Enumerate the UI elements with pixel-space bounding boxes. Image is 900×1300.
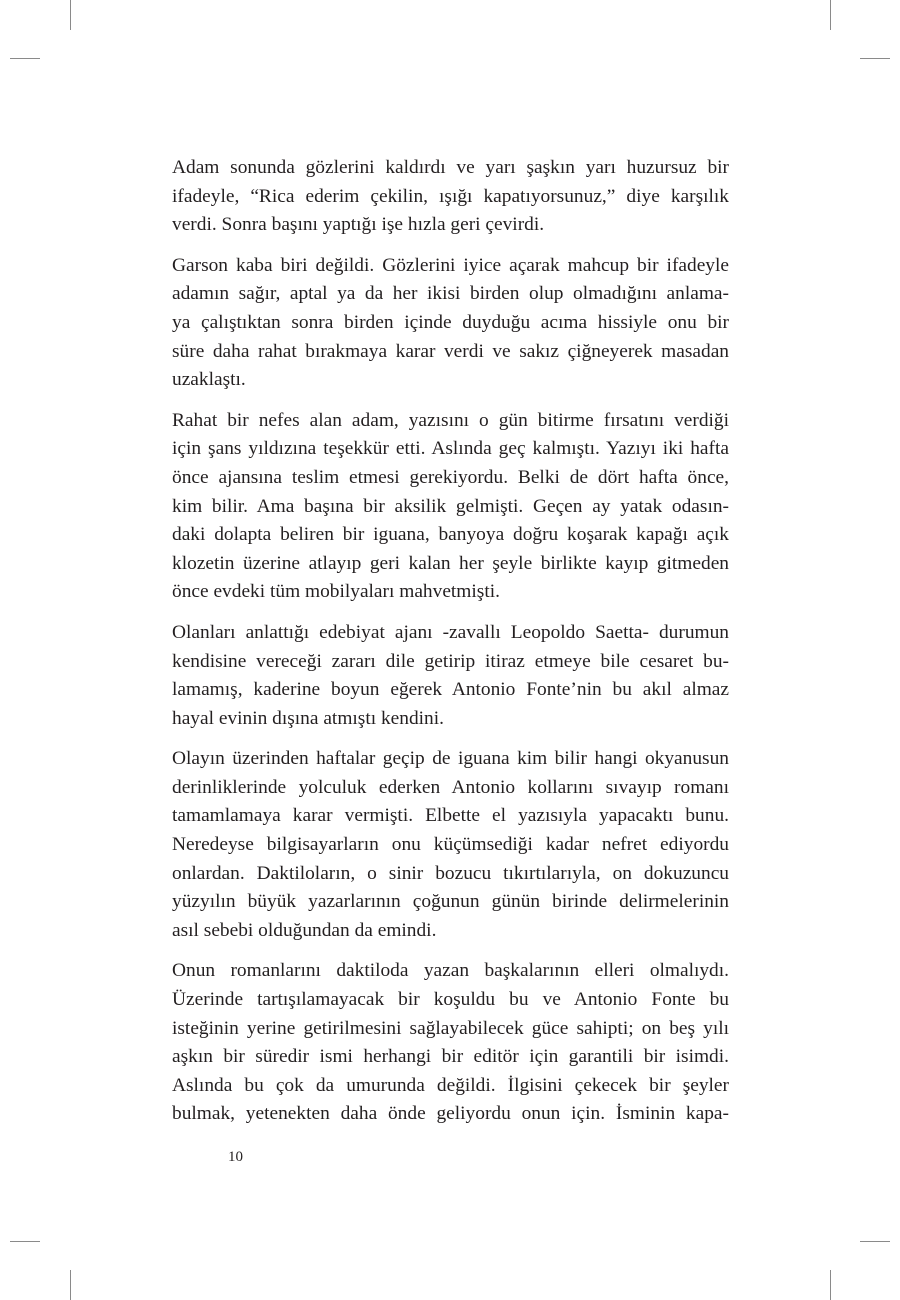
text-line: Üzerinde tartışılamayacak bir koşuldu bu ve Antonio Fonte bu (172, 989, 729, 1011)
paragraph (172, 619, 729, 733)
page-number: 10 (228, 1149, 243, 1165)
crop-mark-top-left-vertical (70, 0, 71, 30)
text-line: isteğinin yerine getirilmesini sağlayabilecek güce sahipti; on beş yılı (172, 1017, 729, 1039)
text-line: Adam sonunda gözlerini kaldırdı ve yarı şaşkın yarı huzursuz bir (172, 157, 729, 178)
text-line: uzaklaştı. (172, 369, 246, 391)
text-line: Rahat bir nefes alan adam, yazısını o gün bitirme fırsatını verdiği (172, 409, 729, 431)
crop-mark-bottom-left-vertical (70, 1270, 71, 1300)
text-line: kim bilir. Ama başına bir aksilik gelmişti. Geçen ay yatak odasın- (172, 495, 729, 517)
paragraph (172, 154, 729, 240)
text-line: adamın sağır, aptal ya da her ikisi birden olup olmadığını anlama- (172, 283, 729, 305)
text-line: kendisine vereceği zararı dile getirip itiraz etmeye bile cesaret bu- (172, 650, 729, 672)
body-text (172, 154, 729, 1141)
text-line: lamamış, kaderine boyun eğerek Antonio Fonte’nin bu akıl almaz (172, 679, 729, 701)
crop-mark-bottom-left-horizontal (10, 1241, 40, 1242)
text-line: Garson kaba biri değildi. Gözlerini iyice açarak mahcup bir ifadeyle (172, 254, 729, 276)
text-line: bulmak, yetenekten daha önde geliyordu onun için. İsminin kapa- (172, 1103, 729, 1125)
text-line: klozetin üzerine atlayıp geri kalan her şeyle birlikte kayıp gitmeden (172, 552, 729, 574)
text-line: yüzyılın büyük yazarlarının çoğunun günün birinde delirmelerinin (172, 891, 729, 913)
text-line: önce evdeki tüm mobilyaları mahvetmişti. (172, 581, 500, 603)
text-line: onlardan. Daktiloların, o sinir bozucu tıkırtılarıyla, on dokuzuncu (172, 862, 729, 884)
text-line: ifadeyle, “Rica ederim çekilin, ışığı kapatıyorsunuz,” diye karşılık (172, 185, 729, 207)
text-line: Olanları anlattığı edebiyat ajanı -zavallı Leopoldo Saetta- durumun (172, 621, 729, 643)
paragraph (172, 957, 729, 1129)
crop-mark-bottom-right-horizontal (860, 1241, 890, 1242)
text-line: hayal evinin dışına atmıştı kendini. (172, 707, 444, 729)
text-line: süre daha rahat bırakmaya karar verdi ve sakız çiğneyerek masadan (172, 340, 729, 362)
text-line: tamamlamaya karar vermişti. Elbette el yazısıyla yapacaktı bunu. (172, 805, 729, 827)
text-line: verdi. Sonra başını yaptığı işe hızla geri çevirdi. (172, 214, 545, 236)
text-line: Onun romanlarını daktiloda yazan başkalarının elleri olmalıydı. (172, 960, 729, 982)
text-line: derinliklerinde yolculuk ederken Antonio kollarını sıvayıp romanı (172, 776, 729, 798)
text-line: Aslında bu çok da umurunda değildi. İlgisini çekecek bir şeyler (172, 1074, 729, 1096)
crop-mark-bottom-right-vertical (830, 1270, 831, 1300)
text-line: Neredeyse bilgisayarların onu küçümsediği kadar nefret ediyordu (172, 834, 729, 856)
text-line: ya çalıştıktan sonra birden içinde duyduğu acıma hissiyle onu bir (172, 311, 729, 333)
crop-mark-top-right-horizontal (860, 58, 890, 59)
text-line: için şans yıldızına teşekkür etti. Aslında geç kalmıştı. Yazıyı iki hafta (172, 438, 729, 460)
paragraph (172, 745, 729, 945)
text-line: aşkın bir süredir ismi herhangi bir editör için garantili bir isimdi. (172, 1046, 729, 1068)
crop-mark-top-right-vertical (830, 0, 831, 30)
crop-mark-top-left-horizontal (10, 58, 40, 59)
paragraph (172, 407, 729, 607)
text-line: asıl sebebi olduğundan da emindi. (172, 919, 437, 941)
text-line: önce ajansına teslim etmesi gerekiyordu. Belki de dört hafta önce, (172, 466, 729, 488)
text-line: Olayın üzerinden haftalar geçip de iguana kim bilir hangi okyanusun (172, 748, 729, 770)
paragraph (172, 252, 729, 395)
text-line: daki dolapta beliren bir iguana, banyoya doğru koşarak kapağı açık (172, 524, 729, 546)
